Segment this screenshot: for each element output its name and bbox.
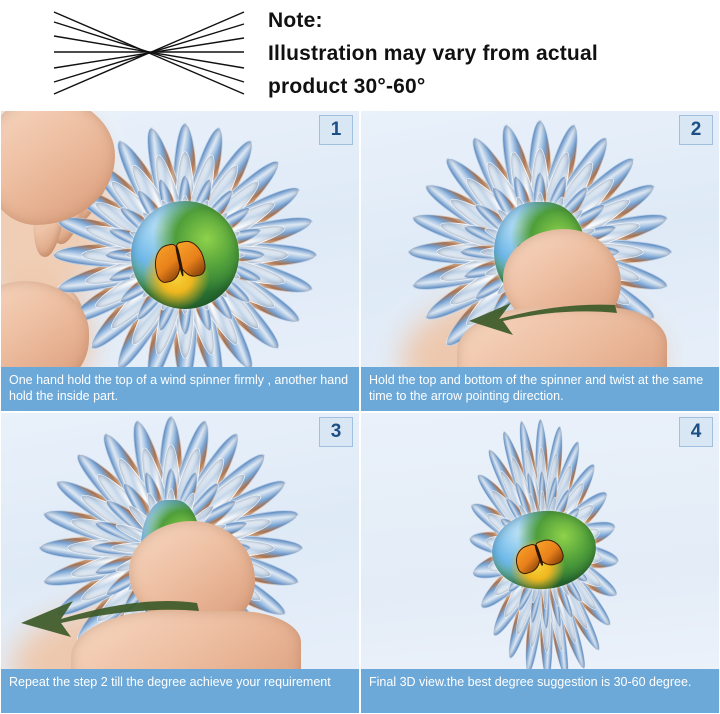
panel-caption-1: One hand hold the top of a wind spinner firmly , another hand hold the inside part. (1, 367, 360, 411)
wind-spinner-3d-4 (436, 416, 651, 684)
butterfly-graphic-1 (150, 238, 206, 284)
panel-number-badge-1: 1 (319, 115, 353, 145)
angle-lines-svg (48, 8, 248, 98)
note-line-1: Note: (268, 9, 323, 32)
note-line-2: Illustration may vary from actual (268, 42, 598, 65)
instruction-panel-1 (0, 110, 360, 412)
panel-number-badge-2: 2 (679, 115, 713, 145)
instruction-panel-grid (0, 110, 720, 714)
panel-caption-4: Final 3D view.the best degree suggestion is 30-60 degree. (361, 669, 720, 713)
note-line-3: product 30°-60° (268, 75, 426, 98)
angle-range-line-diagram (48, 8, 248, 98)
instruction-panel-4 (360, 412, 720, 714)
twist-arrow-2 (465, 297, 625, 337)
panel-caption-2: Hold the top and bottom of the spinner and twist at the same time to the arrow pointing direction. (361, 367, 720, 411)
panel-number-badge-3: 3 (319, 417, 353, 447)
instruction-panel-2 (360, 110, 720, 412)
panel-number-badge-4: 4 (679, 417, 713, 447)
note-block (268, 4, 698, 103)
panel-caption-3: Repeat the step 2 till the degree achieve your requirement (1, 669, 360, 713)
instruction-panel-3 (0, 412, 360, 714)
butterfly-graphic-4 (511, 535, 565, 575)
twist-arrow-3 (15, 593, 205, 639)
spinner-center-medallion-1 (131, 201, 239, 309)
header (0, 0, 720, 110)
